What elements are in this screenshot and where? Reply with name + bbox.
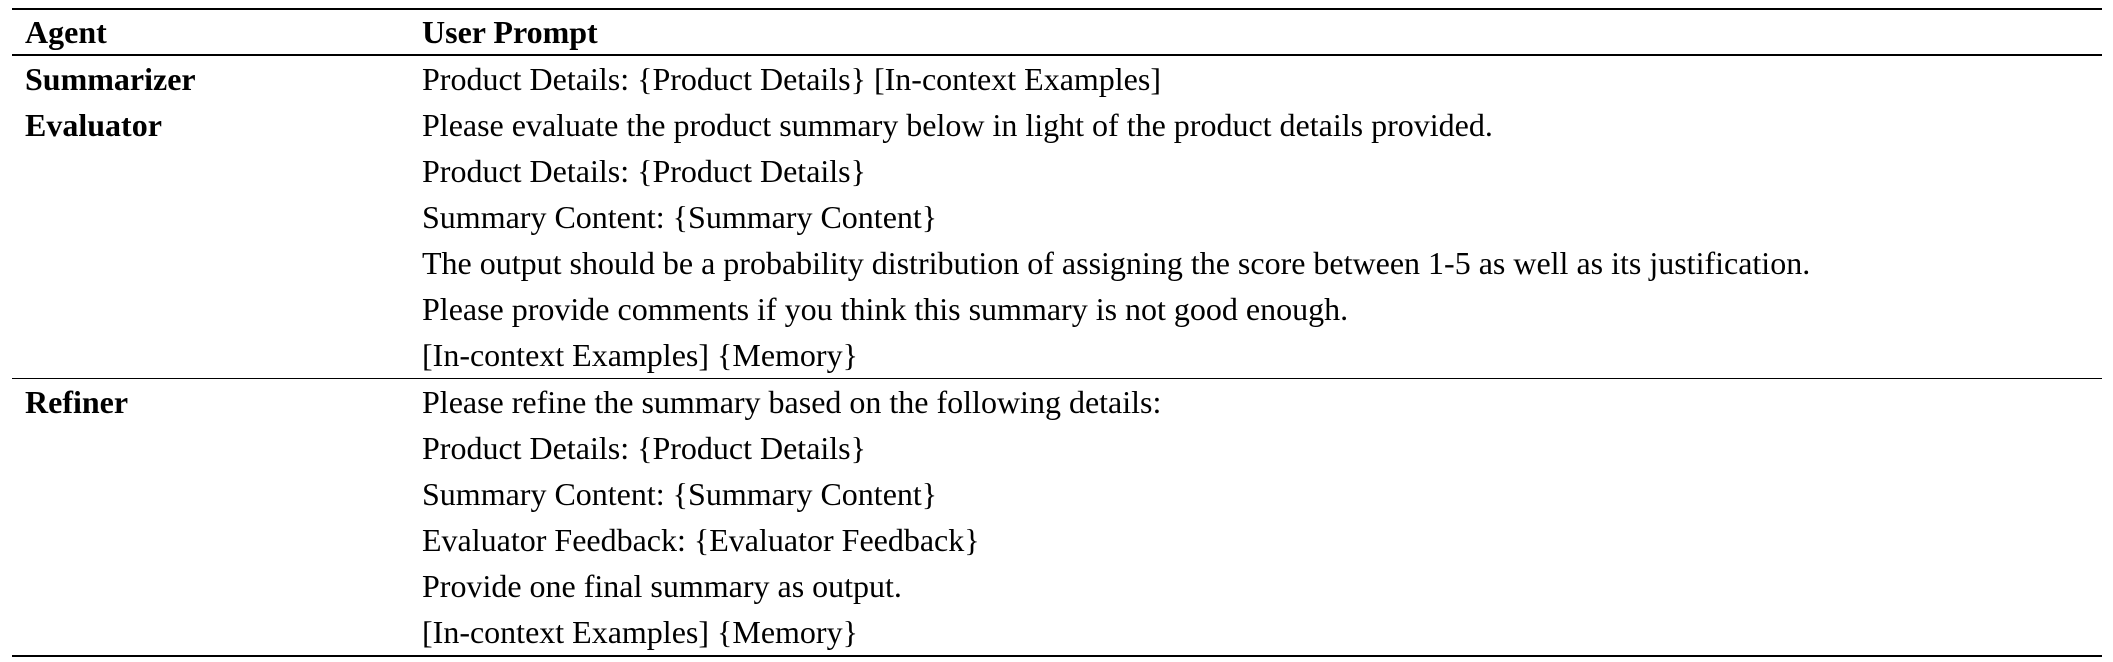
agent-name-evaluator: Evaluator <box>25 106 162 143</box>
prompt-line: Product Details: {Product Details} <box>422 430 866 466</box>
prompt-table <box>12 8 2102 657</box>
table-header-row <box>12 10 2102 54</box>
prompt-line: Provide one final summary as output. <box>422 568 902 604</box>
header-user-prompt: User Prompt <box>422 14 598 50</box>
prompt-line: Product Details: {Product Details} <box>422 152 866 189</box>
prompt-line: Product Details: {Product Details} [In-context Examples] <box>422 60 1161 97</box>
prompt-line: Summary Content: {Summary Content} <box>422 198 938 235</box>
prompt-line: Please provide comments if you think this summary is not good enough. <box>422 290 1349 327</box>
prompt-line: [In-context Examples] {Memory} <box>422 614 858 650</box>
prompt-line: Please evaluate the product summary below in light of the product details provided. <box>422 106 1493 143</box>
header-agent: Agent <box>25 14 107 50</box>
prompt-line: [In-context Examples] {Memory} <box>422 336 858 373</box>
prompt-line: Summary Content: {Summary Content} <box>422 476 938 512</box>
bottom-rule <box>12 655 2102 657</box>
prompt-line: Evaluator Feedback: {Evaluator Feedback} <box>422 522 980 558</box>
prompt-evaluator <box>422 102 2102 378</box>
agent-name-refiner: Refiner <box>25 384 129 420</box>
prompt-line: The output should be a probability distribution of assigning the score between 1-5 as well as its justification. <box>422 244 1811 281</box>
table-row-summarizer <box>12 56 2102 102</box>
table-row-refiner <box>12 379 2102 655</box>
prompt-summarizer <box>422 56 2102 102</box>
table-row-evaluator <box>12 102 2102 378</box>
prompt-line: Please refine the summary based on the following details: <box>422 384 1162 420</box>
prompt-refiner <box>422 379 2102 655</box>
agent-name-summarizer: Summarizer <box>25 60 196 97</box>
